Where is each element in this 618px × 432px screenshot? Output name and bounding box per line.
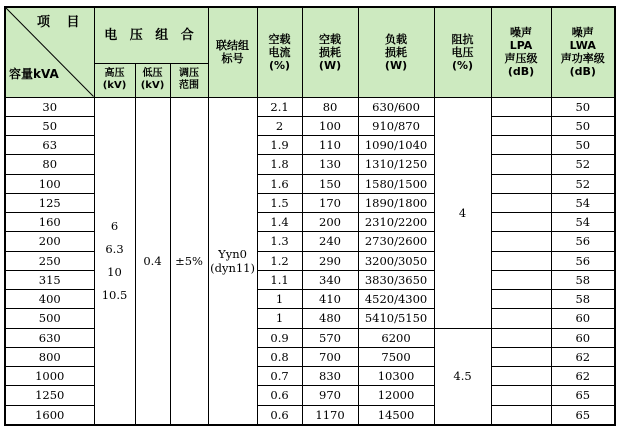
no-load-loss-cell: 340 [302, 270, 358, 289]
capacity-cell: 800 [5, 347, 94, 366]
lpa-cell [491, 309, 551, 328]
no-load-loss-cell: 290 [302, 251, 358, 270]
no-load-current-header: 空载 电流 (%) [257, 7, 302, 97]
lwa-cell: 50 [551, 97, 615, 116]
load-loss-cell: 2310/2200 [358, 213, 434, 232]
lwa-cell: 58 [551, 270, 615, 289]
lpa-cell [491, 116, 551, 135]
lwa-cell: 60 [551, 309, 615, 328]
load-loss-cell: 1310/1250 [358, 155, 434, 174]
no-load-loss-cell: 830 [302, 367, 358, 386]
transformer-spec-table [4, 6, 616, 426]
lwa-cell: 62 [551, 367, 615, 386]
no-load-current-cell: 1.8 [257, 155, 302, 174]
load-loss-cell: 5410/5150 [358, 309, 434, 328]
lpa-cell [491, 155, 551, 174]
table-body [5, 97, 615, 425]
load-loss-cell: 3200/3050 [358, 251, 434, 270]
lwa-cell: 65 [551, 386, 615, 405]
lwa-cell: 54 [551, 213, 615, 232]
lpa-cell [491, 232, 551, 251]
load-loss-cell: 630/600 [358, 97, 434, 116]
capacity-cell: 30 [5, 97, 94, 116]
load-loss-cell: 10300 [358, 367, 434, 386]
hv-value: 10 [107, 265, 122, 280]
no-load-loss-cell: 700 [302, 347, 358, 366]
tap-range-header: 调压 范围 [170, 63, 208, 97]
hv-value: 10.5 [101, 288, 128, 303]
capacity-cell: 125 [5, 193, 94, 212]
no-load-current-cell: 0.6 [257, 386, 302, 405]
no-load-loss-cell: 170 [302, 193, 358, 212]
load-loss-cell: 4520/4300 [358, 290, 434, 309]
hv-values-cell [94, 97, 135, 425]
no-load-current-cell: 0.9 [257, 328, 302, 347]
no-load-loss-cell: 570 [302, 328, 358, 347]
no-load-current-cell: 1.5 [257, 193, 302, 212]
lpa-cell [491, 270, 551, 289]
lpa-cell [491, 251, 551, 270]
capacity-cell: 1250 [5, 386, 94, 405]
lpa-cell [491, 405, 551, 425]
lpa-cell [491, 193, 551, 212]
no-load-loss-cell: 970 [302, 386, 358, 405]
no-load-loss-cell: 240 [302, 232, 358, 251]
voltage-group-header: 电 压 组 合 [94, 7, 208, 63]
load-loss-cell: 2730/2600 [358, 232, 434, 251]
lpa-cell [491, 290, 551, 309]
lwa-cell: 62 [551, 347, 615, 366]
lv-header: 低压 (kV) [135, 63, 170, 97]
no-load-current-cell: 1 [257, 290, 302, 309]
no-load-current-cell: 0.6 [257, 405, 302, 425]
diagonal-header-cell [5, 7, 94, 97]
table-header [5, 7, 615, 97]
no-load-loss-header: 空载 损耗 (W) [302, 7, 358, 97]
item-label: 项 目 [36, 15, 86, 30]
capacity-cell: 100 [5, 174, 94, 193]
connection-group-main: Yyn0 [218, 246, 247, 261]
hv-value: 6.3 [105, 242, 124, 257]
no-load-current-cell: 0.7 [257, 367, 302, 386]
capacity-cell: 630 [5, 328, 94, 347]
load-loss-cell: 1890/1800 [358, 193, 434, 212]
lwa-cell: 58 [551, 290, 615, 309]
lpa-cell [491, 213, 551, 232]
load-loss-cell: 3830/3650 [358, 270, 434, 289]
tap-range-cell: ±5% [170, 97, 208, 425]
capacity-cell: 1600 [5, 405, 94, 425]
no-load-current-cell: 1.1 [257, 270, 302, 289]
no-load-current-cell: 1.9 [257, 136, 302, 155]
load-loss-header: 负载 损耗 (W) [358, 7, 434, 97]
lwa-header: 噪声 LWA 声功率级 (dB) [551, 7, 615, 97]
lwa-cell: 54 [551, 193, 615, 212]
no-load-current-cell: 1.2 [257, 251, 302, 270]
no-load-current-cell: 2 [257, 116, 302, 135]
capacity-cell: 160 [5, 213, 94, 232]
lwa-cell: 52 [551, 174, 615, 193]
load-loss-cell: 910/870 [358, 116, 434, 135]
lwa-cell: 60 [551, 328, 615, 347]
no-load-loss-cell: 80 [302, 97, 358, 116]
no-load-loss-cell: 100 [302, 116, 358, 135]
lwa-cell: 65 [551, 405, 615, 425]
no-load-current-cell: 1.6 [257, 174, 302, 193]
lpa-header: 噪声 LPA 声压级 (dB) [491, 7, 551, 97]
lwa-cell: 56 [551, 251, 615, 270]
impedance-voltage-header: 阻抗 电压 (%) [434, 7, 491, 97]
no-load-loss-cell: 480 [302, 309, 358, 328]
table-row [5, 97, 615, 116]
hv-value: 6 [110, 219, 119, 234]
capacity-cell: 315 [5, 270, 94, 289]
hv-header: 高压 (kV) [94, 63, 135, 97]
capacity-cell: 200 [5, 232, 94, 251]
lwa-cell: 50 [551, 136, 615, 155]
capacity-cell: 250 [5, 251, 94, 270]
connection-group-header: 联结组 标号 [208, 7, 257, 97]
no-load-loss-cell: 150 [302, 174, 358, 193]
impedance-cell: 4.5 [434, 328, 491, 425]
lwa-cell: 52 [551, 155, 615, 174]
load-loss-cell: 1580/1500 [358, 174, 434, 193]
lpa-cell [491, 97, 551, 116]
capacity-cell: 63 [5, 136, 94, 155]
connection-group-cell [208, 97, 257, 425]
no-load-current-cell: 1.4 [257, 213, 302, 232]
no-load-current-cell: 0.8 [257, 347, 302, 366]
load-loss-cell: 6200 [358, 328, 434, 347]
no-load-loss-cell: 410 [302, 290, 358, 309]
lwa-cell: 56 [551, 232, 615, 251]
capacity-cell: 1000 [5, 367, 94, 386]
lpa-cell [491, 367, 551, 386]
no-load-loss-cell: 200 [302, 213, 358, 232]
lpa-cell [491, 136, 551, 155]
load-loss-cell: 1090/1040 [358, 136, 434, 155]
capacity-label: 容量kVA [9, 66, 59, 81]
capacity-cell: 400 [5, 290, 94, 309]
load-loss-cell: 7500 [358, 347, 434, 366]
no-load-current-cell: 1.3 [257, 232, 302, 251]
no-load-loss-cell: 1170 [302, 405, 358, 425]
no-load-loss-cell: 130 [302, 155, 358, 174]
lpa-cell [491, 174, 551, 193]
load-loss-cell: 14500 [358, 405, 434, 425]
impedance-cell: 4 [434, 97, 491, 328]
no-load-loss-cell: 110 [302, 136, 358, 155]
lpa-cell [491, 328, 551, 347]
lwa-cell: 50 [551, 116, 615, 135]
capacity-cell: 80 [5, 155, 94, 174]
lpa-cell [491, 347, 551, 366]
capacity-cell: 500 [5, 309, 94, 328]
load-loss-cell: 12000 [358, 386, 434, 405]
lpa-cell [491, 386, 551, 405]
no-load-current-cell: 2.1 [257, 97, 302, 116]
capacity-cell: 50 [5, 116, 94, 135]
connection-group-alt: (dyn11) [210, 260, 255, 275]
lv-value-cell: 0.4 [135, 97, 170, 425]
no-load-current-cell: 1 [257, 309, 302, 328]
